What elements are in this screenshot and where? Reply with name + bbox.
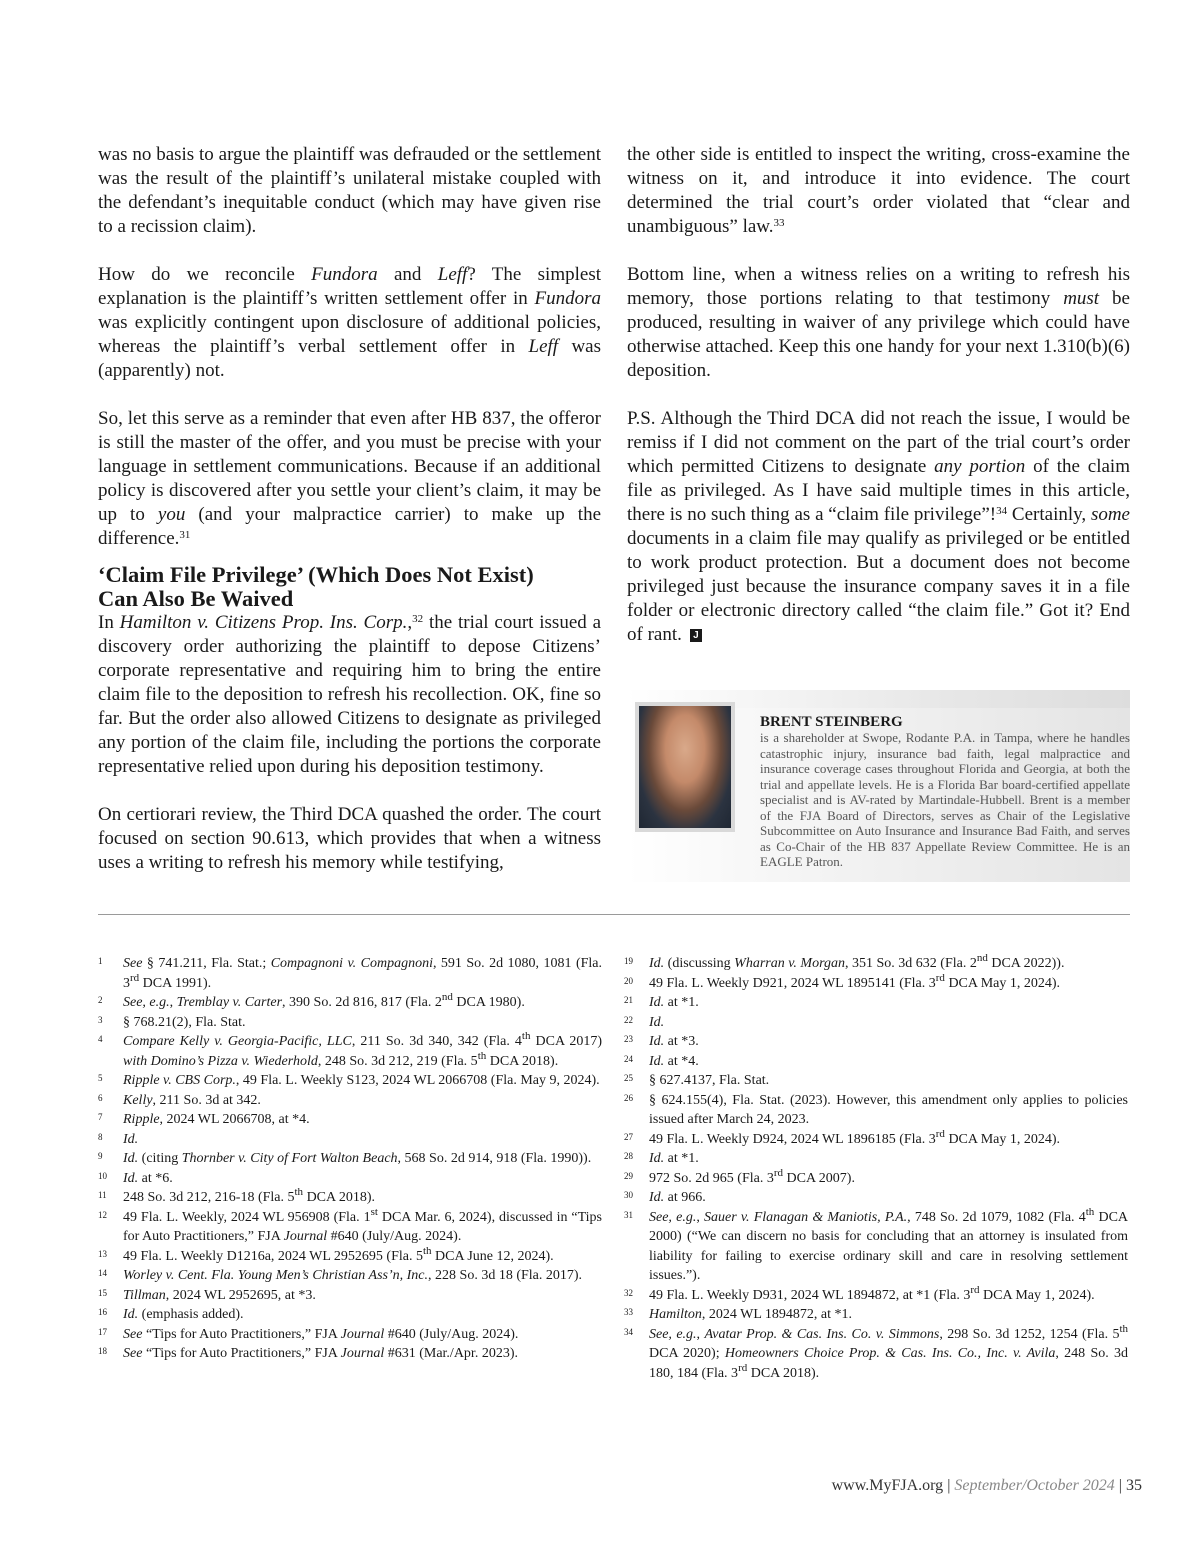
footnote-number: 20 [624, 975, 633, 986]
author-bio [760, 714, 1130, 870]
paragraph: How do we reconcile Fundora and Leff? The simplest explanation is the plaintiff’s written settlement offer in Fundora was explicitly contingent upon disclosure of additional policies, whereas the plaintiff’s verbal settlement offer in Leff was (apparently) not. [98, 264, 601, 381]
footnote-number: 32 [624, 1287, 633, 1298]
footnote [624, 1166, 1128, 1189]
footnote-text: See, e.g., Sauer v. Flanagan & Maniotis, P.A., 748 So. 2d 1079, 1082 (Fla. 4th DCA 2000) (“We can discern no basis for concluding that an attorney is insulated from liability for failing to exercise ordinary skill and care in resolving settlement issues.”). [649, 1205, 1129, 1283]
footnote-number: 9 [98, 1151, 103, 1161]
footnotes-left [98, 954, 602, 1364]
paragraph: So, let this serve as a reminder that even after HB 837, the offeror is still the master of the offer, and you must be precise with your language in settlement communications. Because if an additional policy is discovered after you settle your client’s claim, it may be up to you (and your malpractice carrier) to make up the difference.$^{31}$ [98, 408, 602, 549]
footnote-number: 26 [624, 1092, 633, 1103]
footnote-text: 49 Fla. L. Weekly D931, 2024 WL 1894872, at *1 (Fla. 3rd DCA May 1, 2024). [649, 1283, 1095, 1303]
footnote-text: 49 Fla. L. Weekly, 2024 WL 956908 (Fla. 1st DCA Mar. 6, 2024), discussed in “Tips for Auto Practitioners,” FJA Journal #640 (July/Aug. 2024). [123, 1205, 603, 1244]
section-heading-line1: ‘Claim File Privilege’ (Which Does Not Exist) [98, 562, 534, 587]
footnote-number: 3 [98, 1014, 103, 1025]
page-footer [832, 1476, 1142, 1496]
footnote [98, 1325, 602, 1345]
footer-separator: | [1114, 1477, 1126, 1494]
footnote [98, 1205, 603, 1247]
footnote-number: 19 [624, 956, 633, 966]
footnote-text: 248 So. 3d 212, 216-18 (Fla. 5th DCA 2018). [123, 1186, 376, 1205]
footnote-text: Compare Kelly v. Georgia-Pacific, LLC, 211 So. 3d 340, 342 (Fla. 4th DCA 2017) with Domino’s Pizza v. Wiederhold, 248 So. 3d 212, 219 (Fla. 5th DCA 2018). [123, 1030, 602, 1069]
paragraph: In Hamilton v. Citizens Prop. Ins. Corp.,$^{32}$ the trial court issued a discovery order authorizing the plaintiff to depose Citizens’ corporate representative and requiring him to bring the entire claim file to the deposition to refresh his recollection. OK, fine so far. But the order also allowed Citizens to designate as privileged any portion of the claim file, including the portions the corporate representative relied upon during his deposition testimony. [98, 612, 602, 777]
footnote [98, 1130, 602, 1150]
footnote-number: 28 [624, 1151, 633, 1161]
footnote [98, 1266, 602, 1286]
footnote [624, 1205, 1129, 1286]
footnote-text: Id. at *6. [123, 1170, 173, 1186]
footnote-divider [98, 914, 1130, 915]
footnote-text: 49 Fla. L. Weekly D921, 2024 WL 1895141 (Fla. 3rd DCA May 1, 2024). [649, 971, 1061, 991]
footnote-text: Id. [649, 1014, 665, 1030]
footnote-number: 29 [624, 1170, 633, 1181]
paragraph: On certiorari review, the Third DCA quashed the order. The court focused on section 90.613, which provides that when a witness uses a writing to refresh his memory while testifying, [98, 804, 601, 873]
footnote-text: 49 Fla. L. Weekly D924, 2024 WL 1896185 (Fla. 3rd DCA May 1, 2024). [649, 1127, 1061, 1147]
footnote [624, 1322, 1129, 1384]
article-column-right [627, 143, 1130, 671]
author-bio-text: is a shareholder at Swope, Rodante P.A. in Tampa, where he handles catastrophic injury, insurance bad faith, legal malpractice and insurance coverage cases throughout Florida and Georgia, at both the trial and appellate levels. He is a Florida Bar board-certified appellate specialist and is AV-rated by Martindale-Hubbell. Brent is a member of the FJA Board of Directors, serves as Chair of the Legislative Subcommittee on Auto Insurance and Insurance Bad Faith, and serves as Co-Chair of the HB 837 Appellate Review Committee. He is an EAGLE Patron. [760, 730, 1130, 869]
footnote-text: Id. (emphasis added). [123, 1307, 244, 1322]
paragraph: the other side is entitled to inspect the writing, cross-examine the witness on it, and introduce it into evidence. The court determined the trial court’s order violated that “clear and unambiguous” law.$^{33}$ [627, 144, 1130, 237]
footer-website-link[interactable]: www.MyFJA.org [831, 1477, 944, 1494]
footnote-text: Kelly, 211 So. 3d at 342. [123, 1092, 261, 1108]
footnote [98, 1305, 602, 1325]
footnote-text: Worley v. Cent. Fla. Young Men’s Christian Ass’n, Inc., 228 So. 3d 18 (Fla. 2017). [123, 1268, 583, 1283]
footnote-number: 1 [98, 956, 103, 966]
footer-issue: September/October 2024 [954, 1477, 1115, 1494]
section-heading [98, 563, 601, 611]
footer-separator: | [943, 1477, 955, 1494]
footnote-text: Ripple v. CBS Corp., 49 Fla. L. Weekly S123, 2024 WL 2066708 (Fla. May 9, 2024). [123, 1073, 600, 1088]
footnote-text: 972 So. 2d 965 (Fla. 3rd DCA 2007). [649, 1166, 855, 1186]
footnote-number: 12 [98, 1209, 107, 1220]
footnote-number: 2 [98, 995, 103, 1005]
footnote-text: Tillman, 2024 WL 2952695, at *3. [123, 1287, 316, 1303]
footnote-text: Ripple, 2024 WL 2066708, at *4. [123, 1112, 310, 1127]
footnote-text: See § 741.211, Fla. Stat.; Compagnoni v. Compagnoni, 591 So. 2d 1080, 1081 (Fla. 3rd DCA 1991). [123, 956, 602, 991]
footnote [624, 1032, 1128, 1052]
footnote-number: 8 [98, 1131, 103, 1142]
footnote-text: § 627.4137, Fla. Stat. [649, 1073, 770, 1088]
footnote-text: See, e.g., Tremblay v. Carter, 390 So. 2d 816, 817 (Fla. 2nd DCA 1980). [123, 991, 525, 1010]
footnote [624, 1283, 1128, 1306]
footnote-number: 7 [98, 1112, 103, 1122]
footnote-number: 24 [624, 1053, 633, 1064]
footnote [624, 1188, 1128, 1208]
footnote [624, 1071, 1128, 1091]
footnote-number: 10 [98, 1170, 107, 1181]
footnote-number: 27 [624, 1131, 633, 1142]
footnote [98, 1286, 602, 1306]
footnote [624, 1149, 1128, 1169]
footnote-text: Id. at *1. [649, 995, 699, 1010]
footnote [624, 1091, 1128, 1130]
footnote-text: See, e.g., Avatar Prop. & Cas. Ins. Co. v. Simmons, 298 So. 3d 1252, 1254 (Fla. 5th DCA 2020); Homeowners Choice Prop. & Cas. Ins. Co., Inc. v. Avila, 248 So. 3d 180, 184 (Fla. 3rd DCA 2018). [649, 1322, 1129, 1381]
footnote-number: 4 [98, 1034, 103, 1044]
paragraph-text: P.S. Although the Third DCA did not reach the issue, I would be remiss if I did not comment on the part of the trial court’s order which permitted Citizens to designate any portion of the claim file as privileged. As I have said multiple times in this article, there is no such thing as a “claim file privilege”!$^{34}$ Certainly, some documents in a claim file may qualify as privileged or be entitled to work product protection. But a document does not become privileged just because the insurance company saves it in a file folder or electronic directory called “the claim file.” Got it? End of rant. [627, 408, 1130, 645]
footnote-text: See “Tips for Auto Practitioners,” FJA Journal #640 (July/Aug. 2024). [123, 1326, 519, 1342]
footnote-number: 16 [98, 1307, 107, 1317]
footnote-number: 22 [624, 1014, 633, 1025]
footnote-number: 11 [98, 1190, 107, 1200]
author-photo [635, 702, 735, 832]
footnote-number: 33 [624, 1307, 633, 1317]
footnote [98, 1149, 602, 1169]
end-of-article-icon: J [690, 629, 702, 642]
footnote [98, 1110, 602, 1130]
footnote-number: 17 [98, 1326, 107, 1337]
footnote-text: Hamilton, 2024 WL 1894872, at *1. [649, 1307, 852, 1322]
footnote [98, 1169, 602, 1189]
footnote [98, 1032, 602, 1071]
footnote-number: 31 [624, 1209, 633, 1220]
author-name: BRENT STEINBERG [760, 714, 903, 730]
footnote [98, 954, 602, 993]
footnote-number: 23 [624, 1034, 633, 1044]
article-column-left [98, 143, 601, 899]
footnote-number: 5 [98, 1073, 103, 1083]
footnote [624, 1052, 1128, 1072]
paragraph: Bottom line, when a witness relies on a writing to refresh his memory, those portions relating to that testimony must be produced, resulting in waiver of any privilege which could have otherwise attached. Keep this one handy for your next 1.310(b)(6) deposition. [627, 264, 1130, 381]
footnote-number: 34 [624, 1326, 633, 1337]
footnote-number: 25 [624, 1073, 633, 1083]
footnote-text: Id. at *3. [649, 1034, 699, 1049]
footnotes-right [624, 954, 1128, 1383]
footnote [624, 1305, 1128, 1325]
footnote [98, 1344, 602, 1364]
footnote-number: 6 [98, 1092, 103, 1103]
footnote [624, 1013, 1128, 1033]
footnote [98, 993, 602, 1013]
author-bio-box [627, 690, 1130, 882]
footnote [624, 971, 1128, 994]
footnote [624, 954, 1128, 974]
footnote-text: Id. at 966. [649, 1190, 706, 1205]
footnote-text: See “Tips for Auto Practitioners,” FJA Journal #631 (Mar./Apr. 2023). [123, 1346, 518, 1361]
footnote-number: 15 [98, 1287, 107, 1298]
footnote [624, 1127, 1128, 1150]
section-heading-line2: Can Also Be Waived [98, 586, 294, 611]
footnote-number: 18 [98, 1346, 107, 1356]
footnote-text: 49 Fla. L. Weekly D1216a, 2024 WL 2952695 (Fla. 5th DCA June 12, 2024). [123, 1244, 554, 1264]
footnote-number: 30 [624, 1190, 633, 1200]
footnote-text: Id. at *1. [649, 1151, 699, 1166]
footnote-text: § 624.155(4), Fla. Stat. (2023). However, this amendment only applies to policies issued after March 24, 2023. [649, 1092, 1128, 1127]
paragraph: was no basis to argue the plaintiff was defrauded or the settlement was the result of the plaintiff’s unilateral mistake coupled with the defendant’s inequitable conduct (which may have given rise to a recission claim). [98, 144, 601, 237]
footnote [98, 1071, 602, 1091]
footnote-text: Id. [123, 1131, 139, 1147]
footnote [624, 993, 1128, 1013]
footnote-number: 21 [624, 995, 633, 1005]
footnote-text: Id. at *4. [649, 1053, 699, 1069]
footnote-number: 14 [98, 1268, 107, 1278]
footnote-text: § 768.21(2), Fla. Stat. [123, 1014, 246, 1030]
paragraph [627, 407, 1130, 647]
footnote [98, 1188, 602, 1208]
page-number: 35 [1126, 1477, 1142, 1494]
footnote-text: Id. (discussing Wharran v. Morgan, 351 So. 3d 632 (Fla. 2nd DCA 2022)). [649, 952, 1065, 971]
footnote [98, 1091, 602, 1111]
footnote-number: 13 [98, 1248, 107, 1259]
footnote [98, 1244, 602, 1267]
footnote-text: Id. (citing Thornber v. City of Fort Walton Beach, 568 So. 2d 914, 918 (Fla. 1990)). [123, 1151, 592, 1166]
